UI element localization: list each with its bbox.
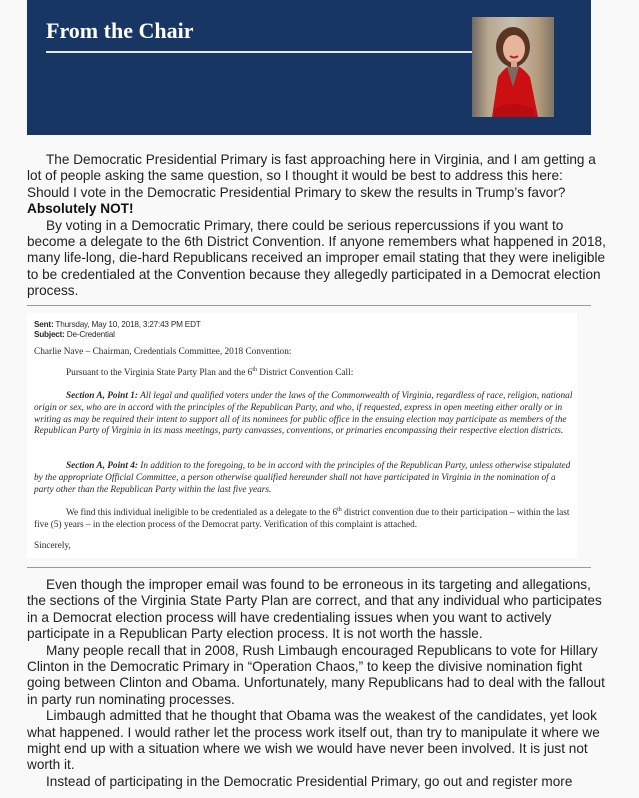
header-banner [27, 0, 591, 135]
subject-label: Subject: [34, 330, 65, 339]
divider-bottom [27, 567, 591, 568]
intro-text: The Democratic Presidential Primary is fast approaching here in Virginia, and I am getting a lot of people asking the same question, so I thought it would be best to address this here: Should I vote in the Democratic Presidential Primary to skew the results in Trump’s favor? [27, 152, 596, 200]
email-finding [34, 508, 574, 532]
finding-text: We find this individual ineligible to be credentialed as a delegate to the 6 [66, 508, 338, 518]
email-screenshot [27, 313, 577, 558]
paragraph-intro [27, 152, 607, 218]
sent-value: Thursday, May 10, 2018, 3:27:43 PM EDT [55, 320, 201, 329]
chair-portrait-photo [472, 17, 554, 117]
continuation-section [27, 577, 607, 790]
ordinal-sup: th [252, 367, 257, 373]
email-header [34, 320, 201, 340]
page-title: From the Chair [46, 18, 194, 43]
paragraph-state-party-plan: Even though the improper email was found to be erroneous in its targeting and allegations, the sections of the Virginia State Party Plan are correct, and that any individual who participates in a Democrat election process will have credentialing issues when you want to actively participate in a Republican Party election process. It is not worth the hassle. [27, 577, 602, 642]
paragraph-operation-chaos: Many people recall that in 2008, Rush Limbaugh encouraged Republicans to vote for Hillary Clinton in the Democratic Primary in “Operation Chaos,” to keep the divisive nomination fight going between Clinton and Obama. Unfortunately, many Republicans had to deal with the fallout in party run nominating processes. [27, 642, 605, 707]
divider-top [27, 305, 591, 306]
emphasis-text: Absolutely NOT! [27, 201, 134, 217]
portrait-illustration [472, 17, 554, 117]
subject-value: De-Credential [66, 330, 115, 339]
pursuant-text-end: District Convention Call: [256, 368, 354, 378]
email-closing: Sincerely, [34, 541, 71, 551]
paragraph-repercussions: By voting in a Democratic Primary, there could be serious repercussions if you want to become a delegate to the 6th District Convention. If anyone remembers what happened in 2018, many life-long, die-hard Republicans received an improper email stating that they were ineligible to be credentialed at the Convention because they allegedly participated in a Democrat election process. [27, 217, 606, 299]
section-1-text: All legal and qualified voters under the laws of the Commonwealth of Virginia, regardless of race, religion, national origin or sex, who are in accord with the principles of the Republican Party, and who, if requested, express in open meeting either orally or in writing as may be required their intent to support all of its nominees for public office in the ensuing election may participate as members of the Republican Party of Virginia in its mass meetings, party canvasses, conventions, or primaries encompassing their respective election districts. [34, 391, 573, 437]
paragraph-limbaugh: Limbaugh admitted that he thought that Obama was the weakest of the candidates, yet look what happened. I would rather let the process work itself out, than try to manipulate it where we might end up with a situation where we wish we would have never been involved. It is just not worth it. [27, 708, 600, 773]
section-4-text: In addition to the foregoing, to be in accord with the principles of the Republican Party, unless otherwise stipulated by the appropriate Official Committee, a person otherwise qualified hereunder shall not have participated in Virginia in the nomination of a party other than the Republican Party within the last five years. [34, 461, 571, 495]
ordinal-sup: th [337, 507, 342, 513]
email-section-4 [34, 461, 574, 496]
sent-label: Sent: [34, 320, 54, 329]
finding-text-end: district convention due to their participation – within the last five (5) years – in the election process of the Democrat party. Verification of this complaint is attached. [34, 508, 570, 530]
section-4-label: Section A, Point 4: [66, 461, 138, 471]
email-salutation: Charlie Nave – Chairman, Credentials Committee, 2018 Convention: [34, 347, 292, 357]
intro-section [27, 152, 607, 300]
paragraph-instead: Instead of participating in the Democratic Presidential Primary, go out and register more [46, 773, 573, 789]
email-section-1 [34, 391, 574, 438]
pursuant-text: Pursuant to the Virginia State Party Plan and the 6 [66, 368, 253, 378]
title-underline [46, 51, 472, 53]
section-1-label: Section A, Point 1: [66, 391, 138, 401]
email-pursuant [34, 368, 574, 380]
